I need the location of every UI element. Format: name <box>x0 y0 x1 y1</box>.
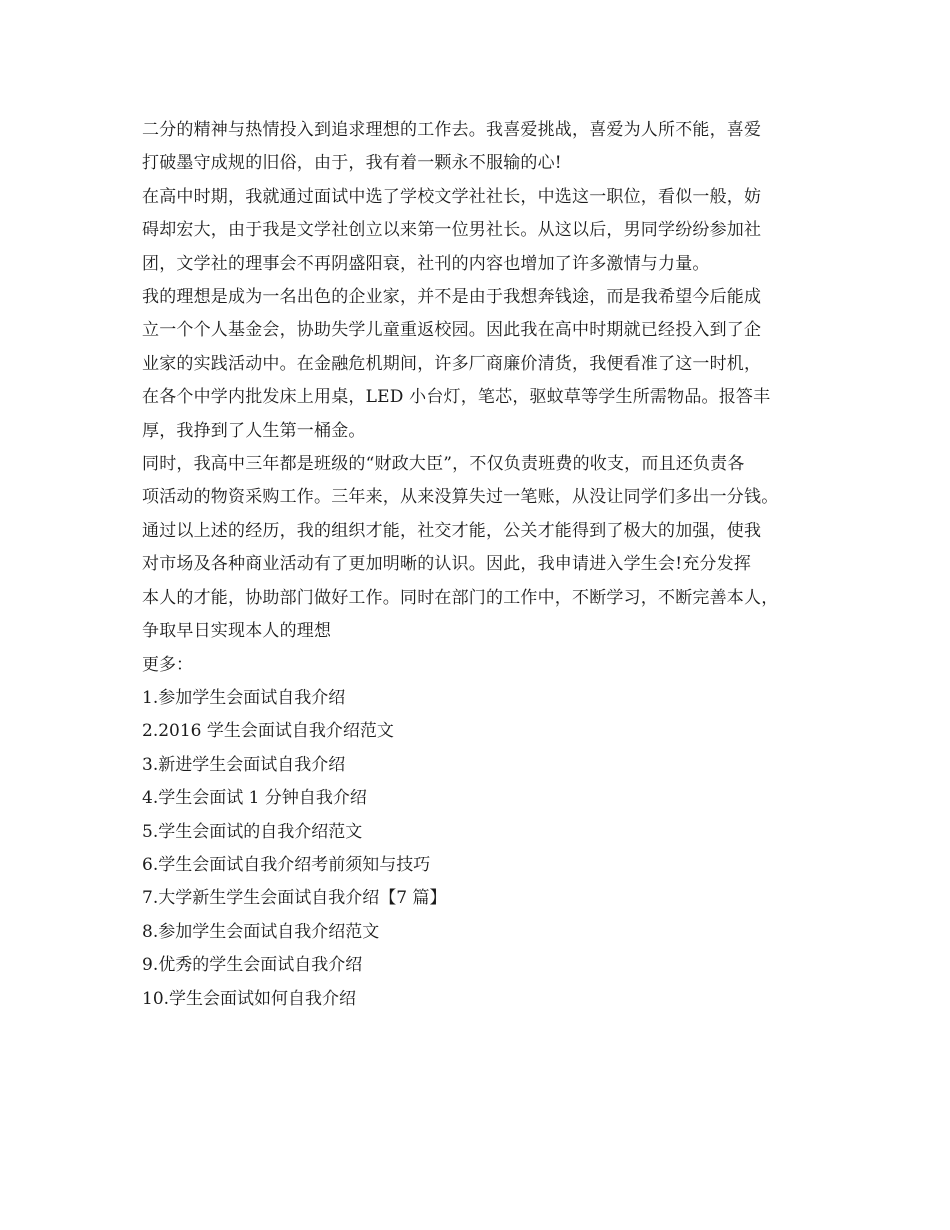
related-link[interactable]: 6.学生会面试自我介绍考前须知与技巧 <box>142 854 431 875</box>
text-line: 在各个中学内批发床上用桌，LED 小台灯，笔芯，驱蚊草等学生所需物品。报答丰 <box>142 387 771 408</box>
text-line: 在高中时期，我就通过面试中选了学校文学社社长，中选这一职位，看似一般，妨 <box>142 186 762 207</box>
related-link[interactable]: 2.2016 学生会面试自我介绍范文 <box>142 721 394 742</box>
related-link[interactable]: 10.学生会面试如何自我介绍 <box>142 988 357 1009</box>
text-line: 项活动的物资采购工作。三年来，从来没算失过一笔账，从没让同学们多出一分钱。 <box>142 487 779 508</box>
paragraph <box>142 281 822 448</box>
text-line: 本人的才能，协助部门做好工作。同时在部门的工作中，不断学习，不断完善本人， <box>142 587 779 608</box>
text-line: 争取早日实现本人的理想 <box>142 621 332 642</box>
paragraph <box>142 114 822 181</box>
text-line: 碍却宏大，由于我是文学社创立以来第一位男社长。从这以后，男同学纷纷参加社 <box>142 220 762 241</box>
text-line: 同时，我高中三年都是班级的“财政大臣”，不仅负责班费的收支，而且还负责各 <box>142 454 745 475</box>
related-link[interactable]: 1.参加学生会面试自我介绍 <box>142 687 346 708</box>
paragraph <box>142 181 822 281</box>
related-articles <box>142 649 822 1016</box>
more-label: 更多： <box>142 654 193 675</box>
text-line: 通过以上述的经历，我的组织才能，社交才能，公关才能得到了极大的加强，使我 <box>142 520 762 541</box>
document-page <box>142 114 822 1016</box>
text-line: 团，文学社的理事会不再阴盛阳衰，社刊的内容也增加了许多激情与力量。 <box>142 253 710 274</box>
related-link[interactable]: 3.新进学生会面试自我介绍 <box>142 754 346 775</box>
related-link[interactable]: 9.优秀的学生会面试自我介绍 <box>142 955 363 976</box>
paragraph <box>142 448 822 648</box>
text-line: 二分的精神与热情投入到追求理想的工作去。我喜爱挑战，喜爱为人所不能，喜爱 <box>142 120 762 140</box>
article-body <box>142 114 822 649</box>
related-link[interactable]: 4.学生会面试 1 分钟自我介绍 <box>142 788 367 809</box>
related-list <box>142 682 822 1016</box>
text-line: 我的理想是成为一名出色的企业家，并不是由于我想奔钱途，而是我希望今后能成 <box>142 287 762 308</box>
text-line: 业家的实践活动中。在金融危机期间，许多厂商廉价清货，我便看准了这一时机， <box>142 353 762 374</box>
related-link[interactable]: 5.学生会面试的自我介绍范文 <box>142 821 363 842</box>
text-line: 立一个个人基金会，协助失学儿童重返校园。因此我在高中时期就已经投入到了企 <box>142 320 762 341</box>
text-line: 打破墨守成规的旧俗，由于，我有着一颗永不服输的心! <box>142 153 562 174</box>
related-link[interactable]: 8.参加学生会面试自我介绍范文 <box>142 921 380 942</box>
text-line: 对市场及各种商业活动有了更加明晰的认识。因此，我申请进入学生会!充分发挥 <box>142 554 752 575</box>
related-link[interactable]: 7.大学新生学生会面试自我介绍【7 篇】 <box>142 888 447 909</box>
text-line: 厚，我挣到了人生第一桶金。 <box>142 420 366 441</box>
